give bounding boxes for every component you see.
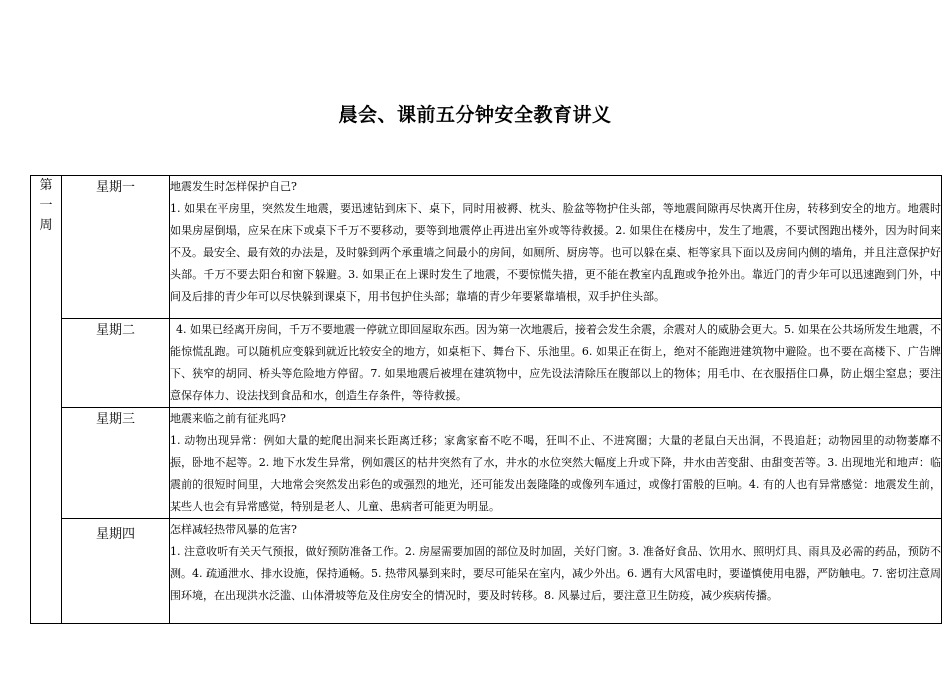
question-wednesday: 地震来临之前有征兆吗? xyxy=(170,412,286,425)
body-thursday: 1. 注意收听有关天气预报，做好预防准备工作。2. 房屋需要加固的部位及时加固，关好门窗。3. 准备好食品、饮用水、照明灯具、雨具及必需的药品，预防不测。4. 疏通泄水、排水设施，保持通畅。5. 热带风暴到来时，要尽可能呆在室内，减少外出。6. 遇有大风雷电时，要谨慎使用电器，严防触电。7. 密切注意周围环境，在出现洪水泛滥、山体滑坡等危及住房安全的情况时，要及时转移。8. 风暴过后，要注意卫生防疫，减少疾病传播。 xyxy=(170,545,941,602)
table-row xyxy=(31,319,942,408)
content-thursday xyxy=(170,519,942,624)
content-tuesday xyxy=(170,319,942,408)
week-char: 一 xyxy=(39,198,53,213)
body-wednesday: 1. 动物出现异常：例如大量的蛇爬出洞来长距离迁移；家禽家畜不吃不喝，狂叫不止、不进窝圈；大量的老鼠白天出洞，不畏追赶；动物园里的动物萎靡不振，卧地不起等。2. 地下水发生异常，例如震区的枯井突然有了水，井水的水位突然大幅度上升或下降，井水由苦变甜、由甜变苦等。3. 出现地光和地声：临震前的很短时间里，大地常会突然发出彩色的或强烈的地光，还可能发出轰隆隆的或像列车通过，或像打雷般的巨响。4. 有的人也有异常感觉：地震发生前，某些人也会有异常感觉，特别是老人、儿童、患病者可能更为明显。 xyxy=(170,434,941,513)
day-label-wednesday: 星期三 xyxy=(62,408,170,519)
table-row xyxy=(31,519,942,624)
body-monday: 1. 如果在平房里，突然发生地震，要迅速钻到床下、桌下，同时用被褥、枕头、脸盆等物护住头部，等地震间隙再尽快离开住房，转移到安全的地方。地震时如果房屋倒塌，应呆在床下或桌下千万不要移动，要等到地震停止再进出室外或等待救援。2. 如果住在楼房中，发生了地震，不要试图跑出楼外，因为时间来不及。最安全、最有效的办法是，及时躲到两个承重墙之间最小的房间，如厕所、厨房等。也可以躲在桌、柜等家具下面以及房间内侧的墙角，并且注意保护好头部。千万不要去阳台和窗下躲避。3. 如果正在上课时发生了地震，不要惊慌失措，更不能在教室内乱跑或争抢外出。靠近门的青少年可以迅速跑到门外，中间及后排的青少年可以尽快躲到课桌下，用书包护住头部；靠墙的青少年要紧靠墙根，双手护住头部。 xyxy=(170,202,941,303)
lesson-table xyxy=(30,175,942,624)
table-row xyxy=(31,176,942,319)
question-thursday: 怎样减轻热带风暴的危害? xyxy=(170,523,297,536)
table-row xyxy=(31,408,942,519)
week-char: 周 xyxy=(39,218,53,233)
content-wednesday xyxy=(170,408,942,519)
day-label-thursday: 星期四 xyxy=(62,519,170,624)
page-title: 晨会、课前五分钟安全教育讲义 xyxy=(338,104,612,126)
question-monday: 地震发生时怎样保护自己? xyxy=(170,180,297,193)
content-monday xyxy=(170,176,942,319)
body-tuesday: 4. 如果已经离开房间，千万不要地震一停就立即回屋取东西。因为第一次地震后，接着会发生余震，余震对人的威胁会更大。5. 如果在公共场所发生地震，不能惊慌乱跑。可以随机应变躲到就近比较安全的地方，如桌柜下、舞台下、乐池里。6. 如果正在街上，绝对不能跑进建筑物中避险。也不要在高楼下、广告牌下、狭窄的胡同、桥头等危险地方停留。7. 如果地震后被埋在建筑物中，应先设法清除压在腹部以上的物体；用毛巾、在衣服捂住口鼻，防止烟尘窒息；要注意保存体力、设法找到食品和水，创造生存条件，等待救援。 xyxy=(170,323,941,402)
day-label-monday: 星期一 xyxy=(62,176,170,319)
week-char: 第 xyxy=(39,178,53,193)
day-label-tuesday: 星期二 xyxy=(62,319,170,408)
week-cell xyxy=(31,176,62,624)
